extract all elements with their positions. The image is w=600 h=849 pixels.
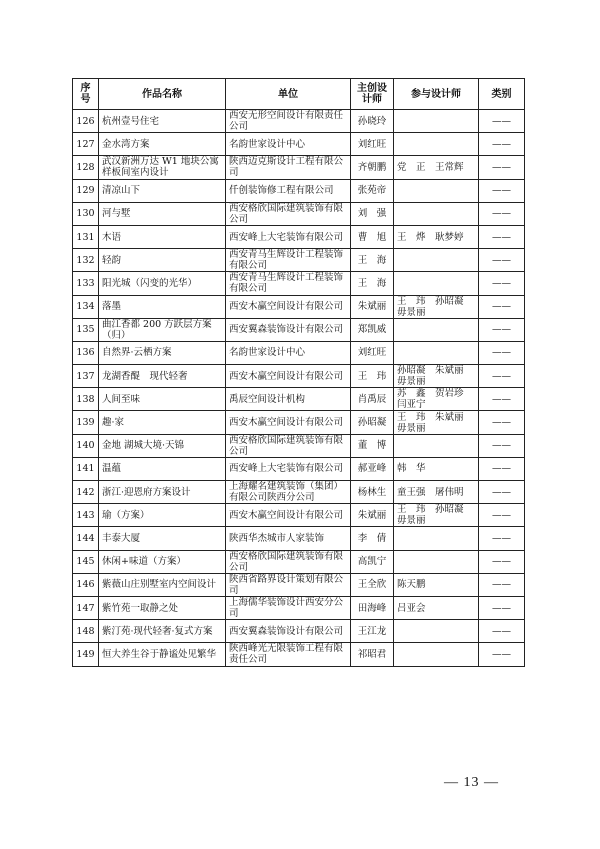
cell-name: 紫汀苑·现代轻奢·复式方案 xyxy=(99,620,226,643)
cell-participants: 苏 鑫 贺岩珍 闫亚宁 xyxy=(394,388,479,411)
cell-no: 148 xyxy=(73,620,99,643)
cell-category: —— xyxy=(479,573,525,596)
cell-category: —— xyxy=(479,411,525,434)
cell-name: 龙湖香醍 现代轻奢 xyxy=(99,365,226,388)
cell-participants: 韩 华 xyxy=(394,457,479,480)
header-unit: 单位 xyxy=(226,79,351,110)
cell-no: 133 xyxy=(73,272,99,295)
cell-category: —— xyxy=(479,388,525,411)
table-row xyxy=(73,249,525,272)
table-row xyxy=(73,318,525,341)
cell-name: 清凉山下 xyxy=(99,179,226,202)
cell-participants: 童王强 屠伟明 xyxy=(394,481,479,504)
cell-name: 趣·家 xyxy=(99,411,226,434)
cell-unit: 西安峰上大宅装饰有限公司 xyxy=(226,457,351,480)
table-row xyxy=(73,365,525,388)
table-row xyxy=(73,434,525,457)
cell-name: 浙江·迎恩府方案设计 xyxy=(99,481,226,504)
cell-participants: 王 烨 耿梦婷 xyxy=(394,225,479,248)
cell-unit: 西安峰上大宅装饰有限公司 xyxy=(226,225,351,248)
cell-unit: 名韵世家设计中心 xyxy=(226,341,351,364)
cell-category: —— xyxy=(479,272,525,295)
cell-unit: 上海耀名建筑装饰（集团）有限公司陕西分公司 xyxy=(226,481,351,504)
cell-participants xyxy=(394,179,479,202)
cell-unit: 西安木赢空间设计有限公司 xyxy=(226,411,351,434)
table-row xyxy=(73,527,525,550)
cell-participants xyxy=(394,434,479,457)
cell-participants: 陈天鹏 xyxy=(394,573,479,596)
cell-no: 138 xyxy=(73,388,99,411)
cell-chief-designer: 王 海 xyxy=(351,249,394,272)
cell-chief-designer: 朱斌丽 xyxy=(351,504,394,527)
cell-participants xyxy=(394,341,479,364)
cell-participants: 王 玮 朱斌丽 毋景丽 xyxy=(394,411,479,434)
cell-unit: 西安木赢空间设计有限公司 xyxy=(226,365,351,388)
cell-no: 132 xyxy=(73,249,99,272)
table-row xyxy=(73,110,525,133)
cell-name: 曲江香都 200 方跃层方案（归） xyxy=(99,318,226,341)
table-row xyxy=(73,295,525,318)
cell-name: 温蕴 xyxy=(99,457,226,480)
cell-category: —— xyxy=(479,457,525,480)
cell-participants: 王 玮 孙昭凝 毋景丽 xyxy=(394,295,479,318)
cell-category: —— xyxy=(479,596,525,619)
cell-no: 143 xyxy=(73,504,99,527)
cell-no: 134 xyxy=(73,295,99,318)
cell-category: —— xyxy=(479,179,525,202)
header-participants: 参与设计师 xyxy=(394,79,479,110)
cell-name: 恒大养生谷于静谧处见繁华 xyxy=(99,643,226,666)
cell-category: —— xyxy=(479,133,525,156)
cell-chief-designer: 郝亚峰 xyxy=(351,457,394,480)
cell-chief-designer: 张苑帝 xyxy=(351,179,394,202)
table-row xyxy=(73,411,525,434)
cell-unit: 陕西峰光无限装饰工程有限责任公司 xyxy=(226,643,351,666)
cell-chief-designer: 祁昭君 xyxy=(351,643,394,666)
cell-no: 137 xyxy=(73,365,99,388)
table-row xyxy=(73,341,525,364)
cell-chief-designer: 董 博 xyxy=(351,434,394,457)
cell-participants xyxy=(394,643,479,666)
cell-chief-designer: 孙昭凝 xyxy=(351,411,394,434)
cell-chief-designer: 肖禹辰 xyxy=(351,388,394,411)
cell-unit: 西安无形空间设计有限责任公司 xyxy=(226,110,351,133)
cell-name: 人间至味 xyxy=(99,388,226,411)
cell-participants xyxy=(394,110,479,133)
cell-participants: 党 正 王常辉 xyxy=(394,156,479,179)
table-row xyxy=(73,225,525,248)
table-row xyxy=(73,179,525,202)
cell-category: —— xyxy=(479,249,525,272)
cell-name: 休闲+味道（方案） xyxy=(99,550,226,573)
cell-unit: 西安木赢空间设计有限公司 xyxy=(226,504,351,527)
cell-category: —— xyxy=(479,481,525,504)
cell-unit: 西安翼森装饰设计有限公司 xyxy=(226,620,351,643)
cell-unit: 西安格欣国际建筑装饰有限公司 xyxy=(226,550,351,573)
cell-category: —— xyxy=(479,620,525,643)
cell-unit: 仟创装饰修工程有限公司 xyxy=(226,179,351,202)
table-row xyxy=(73,202,525,225)
cell-no: 126 xyxy=(73,110,99,133)
cell-no: 127 xyxy=(73,133,99,156)
cell-name: 河与墅 xyxy=(99,202,226,225)
cell-chief-designer: 王全欣 xyxy=(351,573,394,596)
cell-no: 136 xyxy=(73,341,99,364)
cell-participants xyxy=(394,318,479,341)
cell-name: 落墨 xyxy=(99,295,226,318)
cell-no: 144 xyxy=(73,527,99,550)
header-no: 序号 xyxy=(73,79,99,110)
cell-category: —— xyxy=(479,225,525,248)
cell-participants xyxy=(394,133,479,156)
table-header-row xyxy=(73,79,525,110)
cell-name: 自然界·云栖方案 xyxy=(99,341,226,364)
cell-no: 128 xyxy=(73,156,99,179)
header-category: 类别 xyxy=(479,79,525,110)
cell-unit: 西安青马生辉设计工程装饰有限公司 xyxy=(226,249,351,272)
cell-unit: 西安格欣国际建筑装饰有限公司 xyxy=(226,434,351,457)
cell-no: 130 xyxy=(73,202,99,225)
cell-chief-designer: 刘 强 xyxy=(351,202,394,225)
table-body xyxy=(73,110,525,667)
table-row xyxy=(73,550,525,573)
cell-category: —— xyxy=(479,504,525,527)
table-row xyxy=(73,457,525,480)
cell-unit: 西安翼森装饰设计有限公司 xyxy=(226,318,351,341)
cell-unit: 西安青马生辉设计工程装饰有限公司 xyxy=(226,272,351,295)
cell-name: 金水湾方案 xyxy=(99,133,226,156)
table-row xyxy=(73,156,525,179)
header-chief-designer: 主创设计师 xyxy=(351,79,394,110)
cell-participants: 吕亚会 xyxy=(394,596,479,619)
cell-name: 金地 湖城大境·天锦 xyxy=(99,434,226,457)
cell-no: 129 xyxy=(73,179,99,202)
cell-chief-designer: 曹 旭 xyxy=(351,225,394,248)
cell-chief-designer: 郑凯威 xyxy=(351,318,394,341)
cell-name: 轻韵 xyxy=(99,249,226,272)
table-row xyxy=(73,596,525,619)
table-row xyxy=(73,573,525,596)
cell-chief-designer: 李 倩 xyxy=(351,527,394,550)
cell-no: 147 xyxy=(73,596,99,619)
cell-unit: 西安木赢空间设计有限公司 xyxy=(226,295,351,318)
cell-name: 丰泰大厦 xyxy=(99,527,226,550)
cell-category: —— xyxy=(479,110,525,133)
cell-no: 142 xyxy=(73,481,99,504)
award-table xyxy=(72,78,525,667)
cell-participants xyxy=(394,550,479,573)
cell-unit: 陕西迈克斯设计工程有限公司 xyxy=(226,156,351,179)
cell-name: 瑜（方案） xyxy=(99,504,226,527)
header-name: 作品名称 xyxy=(99,79,226,110)
cell-unit: 陕西华杰城市人家装饰 xyxy=(226,527,351,550)
cell-chief-designer: 高凯宁 xyxy=(351,550,394,573)
cell-participants: 王 玮 孙昭凝 毋景丽 xyxy=(394,504,479,527)
cell-chief-designer: 王 玮 xyxy=(351,365,394,388)
table-row xyxy=(73,620,525,643)
cell-category: —— xyxy=(479,527,525,550)
cell-category: —— xyxy=(479,341,525,364)
table-row xyxy=(73,272,525,295)
cell-participants: 孙昭凝 朱斌丽 毋景丽 xyxy=(394,365,479,388)
cell-name: 紫薇山庄别墅室内空间设计 xyxy=(99,573,226,596)
cell-no: 131 xyxy=(73,225,99,248)
cell-name: 杭州壹号住宅 xyxy=(99,110,226,133)
cell-no: 146 xyxy=(73,573,99,596)
cell-chief-designer: 杨林生 xyxy=(351,481,394,504)
table-row xyxy=(73,133,525,156)
cell-no: 139 xyxy=(73,411,99,434)
cell-chief-designer: 王江龙 xyxy=(351,620,394,643)
cell-no: 141 xyxy=(73,457,99,480)
cell-participants xyxy=(394,527,479,550)
cell-name: 武汉新洲万达 W1 地块公寓样板间室内设计 xyxy=(99,156,226,179)
cell-chief-designer: 朱斌丽 xyxy=(351,295,394,318)
cell-category: —— xyxy=(479,365,525,388)
cell-chief-designer: 孙晓玲 xyxy=(351,110,394,133)
cell-participants xyxy=(394,272,479,295)
cell-unit: 上海儒华装饰设计西安分公司 xyxy=(226,596,351,619)
cell-name: 木语 xyxy=(99,225,226,248)
page-number: — 13 — xyxy=(444,775,499,790)
table-row xyxy=(73,388,525,411)
cell-unit: 陕西省路界设计策划有限公司 xyxy=(226,573,351,596)
cell-unit: 西安格欣国际建筑装饰有限公司 xyxy=(226,202,351,225)
cell-category: —— xyxy=(479,156,525,179)
cell-category: —— xyxy=(479,434,525,457)
cell-category: —— xyxy=(479,318,525,341)
table-row xyxy=(73,481,525,504)
cell-chief-designer: 齐朝鹏 xyxy=(351,156,394,179)
cell-category: —— xyxy=(479,550,525,573)
cell-chief-designer: 田海峰 xyxy=(351,596,394,619)
cell-no: 135 xyxy=(73,318,99,341)
cell-category: —— xyxy=(479,643,525,666)
cell-no: 145 xyxy=(73,550,99,573)
cell-no: 149 xyxy=(73,643,99,666)
cell-category: —— xyxy=(479,202,525,225)
cell-participants xyxy=(394,202,479,225)
cell-chief-designer: 王 海 xyxy=(351,272,394,295)
cell-participants xyxy=(394,249,479,272)
cell-name: 阳光城（闪变的光华） xyxy=(99,272,226,295)
cell-participants xyxy=(394,620,479,643)
table-row xyxy=(73,504,525,527)
cell-name: 紫竹苑一取静之处 xyxy=(99,596,226,619)
table-row xyxy=(73,643,525,666)
cell-chief-designer: 刘红旺 xyxy=(351,133,394,156)
cell-unit: 禹辰空间设计机构 xyxy=(226,388,351,411)
cell-chief-designer: 刘红旺 xyxy=(351,341,394,364)
cell-no: 140 xyxy=(73,434,99,457)
cell-unit: 名韵世家设计中心 xyxy=(226,133,351,156)
cell-category: —— xyxy=(479,295,525,318)
